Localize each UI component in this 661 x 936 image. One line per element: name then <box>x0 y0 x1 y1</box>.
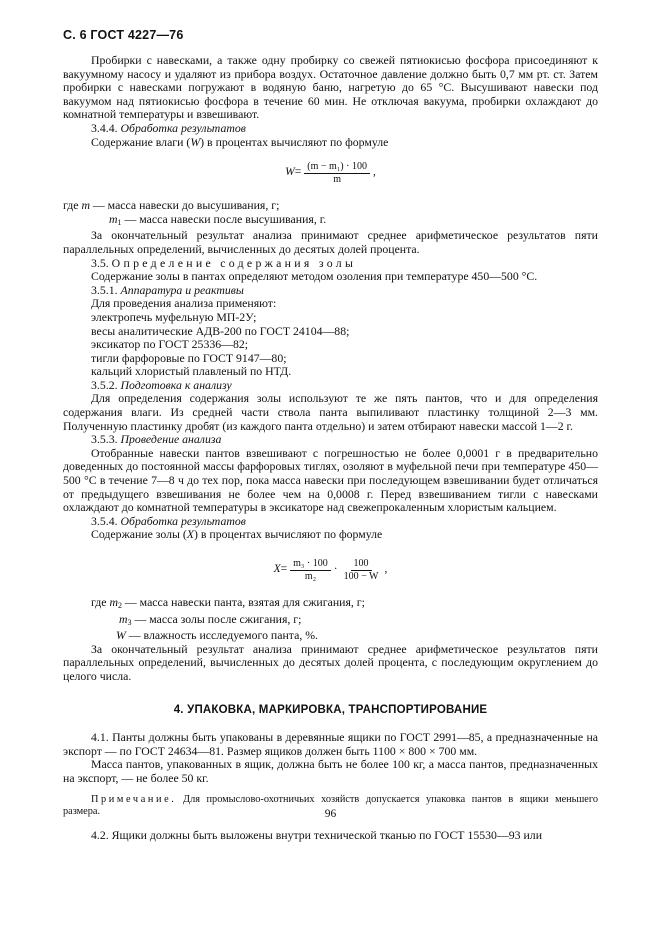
list-item: кальций хлористый плавленый по НТД. <box>91 364 292 379</box>
paragraph-ash-analysis: Отобранные навески пантов взвешивают с погрешностью не более 0,0001 г в предварительно доведенных до постоянной массы фарфоровых тиглях, озоляют в муфельной печи при температуре 450—500 °С в течение 7—8 ч до тех пор, пока масса навески при последующем взвешивании будет отличаться от предыдущего взвешивания не более чем на 0,0008 г. Перед взвешиванием тигли с навесками охлаждают до комнатной температуры в эксикаторе над свежепрокаленным хлористым кальцием. <box>63 445 598 515</box>
formula-lhs: X <box>273 563 281 576</box>
list-intro: Для проведения анализа применяют: <box>91 296 277 311</box>
paragraph-4-1: 4.1. Панты должны быть упакованы в деревянные ящики по ГОСТ 2991—85, а предназначенные на экспорт — по ГОСТ 24634—81. Размер ящиков должен быть 1100 × 800 × 700 мм. <box>63 730 598 758</box>
note-label: Примечание. <box>91 793 177 805</box>
formula-denominator-2: 100 − W <box>343 570 379 582</box>
page-number: 96 <box>324 808 337 820</box>
formula-denominator-1: m₂ <box>304 570 317 582</box>
paragraph-moisture-result: За окончательный результат анализа принимают среднее арифметическое результатов пяти параллельных определений, вычисленных до десятых долей процента. <box>63 228 598 256</box>
formula-fraction <box>304 161 370 186</box>
note-text: Для промыслово-охотничьих хозяйств допускается упаковка пантов в ящики меньшего размера. <box>63 793 598 818</box>
subheading-3-5-4: 3.5.4. Обработка результатов <box>91 513 246 528</box>
subheading-3-5-1: 3.5.1. Аппаратура и реактивы <box>91 282 244 297</box>
formula-fraction-2 <box>341 558 382 583</box>
paragraph-ash-result: За окончательный результат анализа принимают среднее арифметическое результатов пяти параллельных определений, вычисленных до десятых долей процента, с последующим округлением до целого числа. <box>63 641 598 683</box>
formula-lhs: W <box>285 166 295 179</box>
list-item: тигли фарфоровые по ГОСТ 9147—80; <box>91 350 287 365</box>
formula-fraction-1 <box>290 558 331 583</box>
where-w: W — влажность исследуемого панта, %. <box>116 628 318 643</box>
paragraph-ash-method: Содержание золы в пантах определяют методом озоления при температуре 450—500 °С. <box>91 269 538 284</box>
page-content <box>63 54 598 842</box>
formula-moisture: W = $\frac{\text{(m − m₁) · 100}}{m}$ , <box>285 160 376 185</box>
paragraph-ash-formula-intro: Содержание золы (X) в процентах вычисляют по формуле <box>91 527 383 542</box>
formula-numerator-1: m₃ · 100 <box>290 558 331 571</box>
paragraph-moisture-formula-intro: Содержание влаги (W) в процентах вычисляют по формуле <box>91 134 389 149</box>
subheading-3-5-3: 3.5.3. Проведение анализа <box>91 432 222 447</box>
paragraph-ash-preparation: Для определения содержания золы используют те же пять пантов, что и для определения содержания влаги. Из средней части ствола панта выпиливают пластинку толщиной 2—3 мм. Полученную пластинку дробят (из каждого панта отдельно) и затем отбирают навески массой 1—2 г. <box>63 391 598 433</box>
subheading-3-4-4: 3.4.4. Обработка результатов <box>91 120 246 135</box>
subheading-3-5-2: 3.5.2. Подготовка к анализу <box>91 377 232 392</box>
page-header: С. 6 ГОСТ 4227—76 <box>63 28 184 42</box>
formula-ash: X = $\frac{\text{m₃ · 100}}{\text{m₂}}$ · $\frac{100}{100 - W}$ , <box>273 557 388 582</box>
formula-numerator: (m − m₁) · 100 <box>304 161 370 174</box>
where-m2: где $m_2$ — масса навески панта, взятая для сжигания, г; <box>91 595 365 610</box>
paragraph-4-1-mass: Масса пантов, упакованных в ящик, должна быть не более 100 кг, а масса пантов, предназначенных на экспорт, — не более 50 кг. <box>63 757 598 785</box>
subheading-3-5: 3.5. Определение содержания золы <box>91 255 357 270</box>
list-item: электропечь муфельную МП-2У; <box>91 309 257 324</box>
where-m1: $m_1$ — масса навески после высушивания, г. <box>109 211 327 227</box>
paragraph-vacuum-drying: Пробирки с навесками, а также одну пробирку со свежей пятиокисью фосфора присоединяют к вакуумному насосу и удаляют из прибора воздух. Остаточное давление должно быть 0,7 мм рт. ст. Затем пробирки с навесками погружают в водяную баню, нагретую до 65 °С. Высушивают навески под вакуумом над пятиокисью фосфора в течение 60 мин. Не отключая вакуума, пробирки охлаждают до комнатной температуры и взвешивают. <box>63 53 598 122</box>
list-item: эксикатор по ГОСТ 25336—82; <box>91 337 249 352</box>
list-item: весы аналитические АДВ-200 по ГОСТ 24104—88; <box>91 323 350 338</box>
formula-denominator: m <box>333 173 341 185</box>
where-m: где m — масса навески до высушивания, г; <box>63 198 280 213</box>
formula-numerator-2: 100 <box>351 558 372 571</box>
where-m3: $m_3$ — масса золы после сжигания, г; <box>119 611 302 627</box>
paragraph-4-2: 4.2. Ящики должны быть выложены внутри технической тканью по ГОСТ 15530—93 или <box>91 827 543 842</box>
section-title-4: 4. УПАКОВКА, МАРКИРОВКА, ТРАНСПОРТИРОВАНИЕ <box>173 703 488 716</box>
